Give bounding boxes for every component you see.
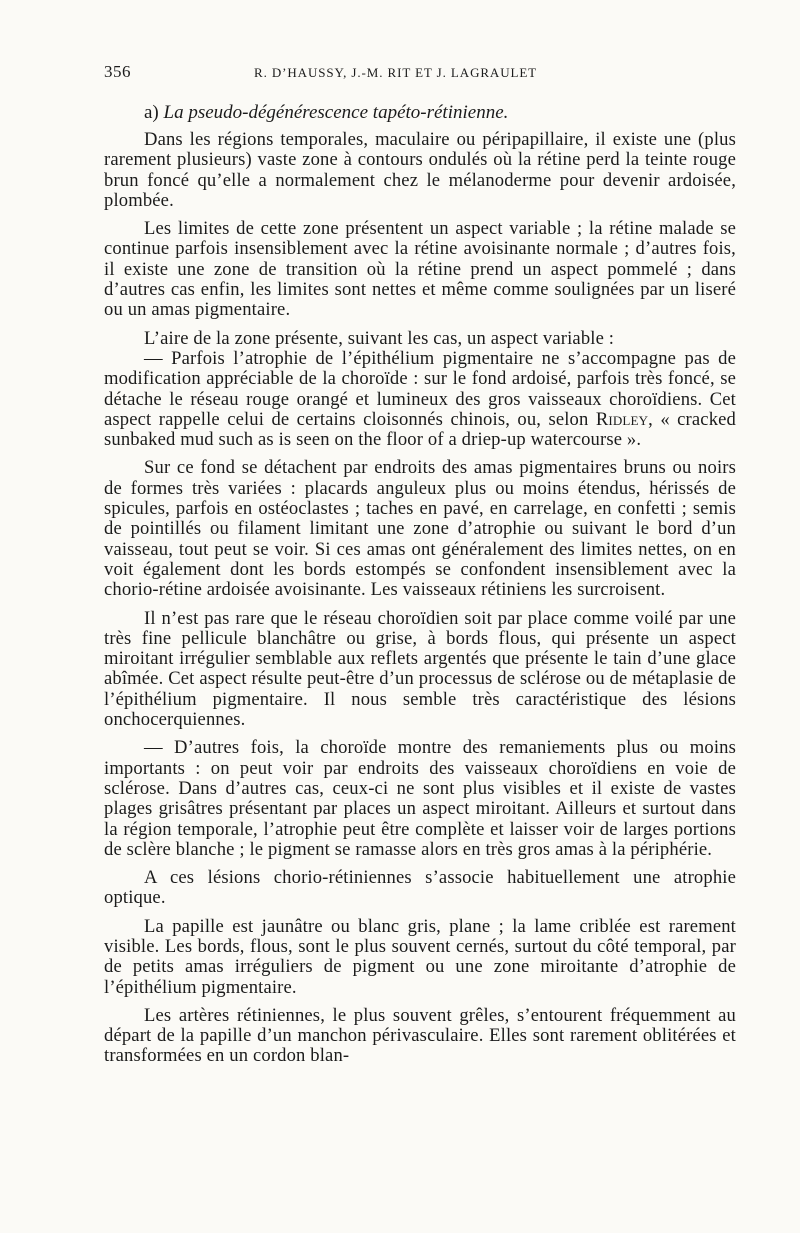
page (104, 62, 736, 1067)
paragraph-ridley (104, 349, 736, 450)
section-prefix: a) (144, 102, 159, 123)
paragraph: Les limites de cette zone présentent un aspect variable ; la rétine malade se continue parfois insensiblement avec la rétine avoisinante normale ; d’autres fois, il existe une zone de transition où la rétine prend un aspect pommelé ; dans d’autres cas enfin, les limites sont nettes et même comme soulignées par un liseré ou un amas pigmentaire. (104, 218, 736, 321)
paragraph: — D’autres fois, la choroïde montre des remaniements plus ou moins importants : on peut voir par endroits des vaisseaux choroïdiens en voie de sclérose. Dans d’autres cas, ceux-ci ne sont plus visibles et il existe de vastes plages grisâtres présentant par places un aspect miroitant. Ailleurs et surtout dans la région temporale, l’atrophie peut être complète et laisser voir de larges portions de sclère blanche ; le pigment se ramasse alors en très gros amas à la périphérie. (104, 737, 736, 860)
paragraph: A ces lésions chorio-rétiniennes s’associe habituellement une atrophie optique. (104, 867, 736, 909)
section-heading (144, 102, 736, 124)
running-header (104, 62, 736, 86)
paragraph: L’aire de la zone présente, suivant les cas, un aspect variable : (144, 327, 615, 349)
paragraph: La papille est jaunâtre ou blanc gris, plane ; la lame criblée est rarement visible. Les bords, flous, sont le plus souvent cernés, surtout du côté temporal, par de petits amas irréguliers de pigment ou une zone miroitante d’atrophie de l’épithélium pigmentaire. (104, 915, 736, 998)
paragraph: Il n’est pas rare que le réseau choroïdien soit par place comme voilé par une très fine pellicule blanchâtre ou grise, à bords flous, qui présente un aspect miroitant irrégulier semblable aux reflets argentés que présente le tain d’une glace abîmée. Cet aspect résulte peut-être d’un processus de sclérose ou de métaplasie de l’épithélium pigmentaire. Il nous semble très caractéristique des lésions onchocerquiennes. (104, 607, 736, 731)
paragraph-text: — Parfois l’atrophie de l’épithélium pigmentaire ne s’accompagne pas de modification appréciable de la choroïde : sur le fond ardoisé, parfois très foncé, se détache le réseau rouge orangé et lumineux des gros vaisseaux choroïdiens. Cet aspect rappelle celui de certains cloisonnés chinois, ou, selon (104, 347, 736, 430)
paragraph: Sur ce fond se détachent par endroits des amas pigmentaires bruns ou noirs de formes très variées : placards anguleux plus ou moins étendus, hérissés de spicules, parfois en ostéoclastes ; taches en pavé, en carrelage, en confetti ; semis de pointillés ou filament limitant une zone d’atrophie ou suivant le bord d’un vaisseau, tout peut se voir. Si ces amas ont généralement des limites nettes, on en voit également dont les bords estompés se confondent insensiblement avec la chorio-rétine ardoisée avoisinante. Les vaisseaux rétiniens les surcroisent. (104, 457, 736, 601)
cited-author: Ridley, (595, 408, 653, 430)
running-head-authors: R. D’HAUSSY, J.-M. RIT ET J. LAGRAULET (254, 65, 538, 80)
paragraph: Dans les régions temporales, maculaire ou péripapillaire, il existe une (plus rarement plusieurs) vaste zone à contours ondulés où la rétine perd la teinte rouge brun foncé qu’elle a normalement chez le mélanoderme pour devenir ardoisée, plombée. (104, 129, 736, 211)
quotation: « cracked sunbaked mud such as is seen on the floor of a driep-up watercourse ». (104, 408, 736, 451)
section-title: La pseudo-dégénérescence tapéto-rétinienne. (163, 102, 509, 123)
paragraph: Les artères rétiniennes, le plus souvent grêles, s’entourent fréquemment au départ de la papille d’un manchon périvasculaire. Elles sont rarement oblitérées et transformées en un cordon blan- (104, 1004, 736, 1067)
page-number: 356 (104, 62, 131, 81)
